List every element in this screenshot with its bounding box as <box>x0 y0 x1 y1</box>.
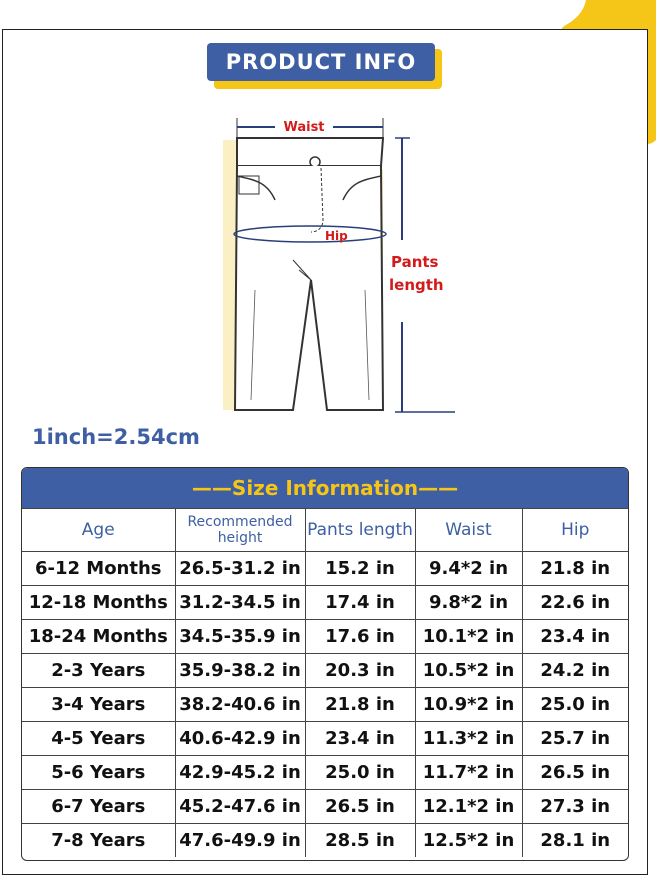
hip-label: Hip <box>325 229 348 243</box>
table-row <box>22 654 628 688</box>
age-cell: 6-7 Years <box>22 790 175 824</box>
age-cell: 2-3 Years <box>22 654 175 688</box>
table-row <box>22 824 628 858</box>
pants-length-cell: 28.5 in <box>305 824 415 858</box>
table-row <box>22 722 628 756</box>
table-row <box>22 790 628 824</box>
height-cell: 42.9-45.2 in <box>175 756 305 790</box>
hip-cell: 21.8 in <box>522 552 628 586</box>
hip-cell: 27.3 in <box>522 790 628 824</box>
hip-cell: 25.0 in <box>522 688 628 722</box>
waist-cell: 12.5*2 in <box>415 824 522 858</box>
height-cell: 38.2-40.6 in <box>175 688 305 722</box>
height-cell: 26.5-31.2 in <box>175 552 305 586</box>
height-cell: 34.5-35.9 in <box>175 620 305 654</box>
pants-length-cell: 17.6 in <box>305 620 415 654</box>
waist-cell: 10.9*2 in <box>415 688 522 722</box>
pants-length-cell: 25.0 in <box>305 756 415 790</box>
waist-label: Waist <box>283 120 325 135</box>
column-header-age: Age <box>22 509 175 552</box>
height-cell: 40.6-42.9 in <box>175 722 305 756</box>
column-header-pants-length: Pants length <box>305 509 415 552</box>
pants-length-label-line2: length <box>389 276 444 294</box>
size-grid <box>22 508 628 857</box>
age-cell: 5-6 Years <box>22 756 175 790</box>
size-table-title: ——Size Information—— <box>22 468 628 508</box>
age-cell: 6-12 Months <box>22 552 175 586</box>
table-row <box>22 620 628 654</box>
hip-cell: 23.4 in <box>522 620 628 654</box>
hip-cell: 26.5 in <box>522 756 628 790</box>
waist-cell: 9.4*2 in <box>415 552 522 586</box>
pants-length-cell: 17.4 in <box>305 586 415 620</box>
age-cell: 3-4 Years <box>22 688 175 722</box>
pants-length-cell: 20.3 in <box>305 654 415 688</box>
height-cell: 35.9-38.2 in <box>175 654 305 688</box>
waist-cell: 11.7*2 in <box>415 756 522 790</box>
age-cell: 4-5 Years <box>22 722 175 756</box>
waist-cell: 10.1*2 in <box>415 620 522 654</box>
hip-cell: 25.7 in <box>522 722 628 756</box>
pants-length-label-line1: Pants <box>391 253 439 271</box>
table-row <box>22 586 628 620</box>
age-cell: 18-24 Months <box>22 620 175 654</box>
height-cell: 47.6-49.9 in <box>175 824 305 858</box>
hip-cell: 22.6 in <box>522 586 628 620</box>
table-row <box>22 756 628 790</box>
waist-cell: 11.3*2 in <box>415 722 522 756</box>
pants-length-cell: 15.2 in <box>305 552 415 586</box>
size-table <box>21 467 629 861</box>
waist-cell: 12.1*2 in <box>415 790 522 824</box>
table-row <box>22 688 628 722</box>
pants-diagram <box>215 110 455 422</box>
column-header-waist: Waist <box>415 509 522 552</box>
product-info-badge: PRODUCT INFO <box>207 43 435 81</box>
unit-conversion-note: 1inch=2.54cm <box>32 425 200 449</box>
hip-cell: 28.1 in <box>522 824 628 858</box>
pants-length-cell: 26.5 in <box>305 790 415 824</box>
age-cell: 7-8 Years <box>22 824 175 858</box>
pants-length-cell: 23.4 in <box>305 722 415 756</box>
pants-length-cell: 21.8 in <box>305 688 415 722</box>
table-header-row <box>22 509 628 552</box>
waist-cell: 10.5*2 in <box>415 654 522 688</box>
column-header-hip: Hip <box>522 509 628 552</box>
height-cell: 31.2-34.5 in <box>175 586 305 620</box>
waist-cell: 9.8*2 in <box>415 586 522 620</box>
hip-cell: 24.2 in <box>522 654 628 688</box>
age-cell: 12-18 Months <box>22 586 175 620</box>
height-cell: 45.2-47.6 in <box>175 790 305 824</box>
table-row <box>22 552 628 586</box>
column-header-recommended-height: Recommended height <box>175 509 305 552</box>
